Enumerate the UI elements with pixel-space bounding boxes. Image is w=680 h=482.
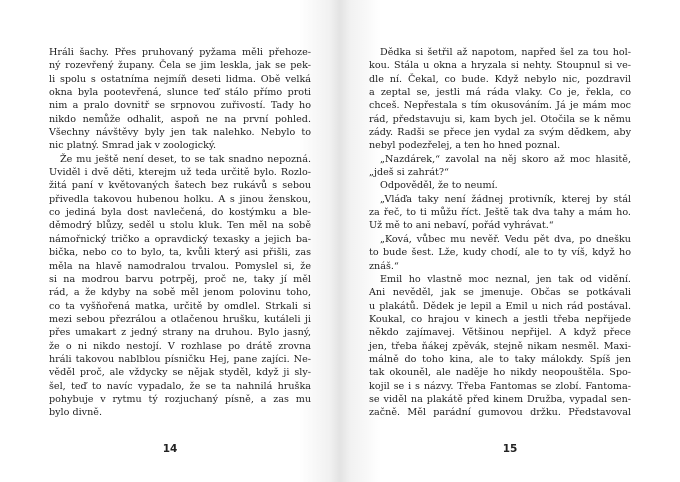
- text-line: nebyl podezřelej, a ten ho hned poznal.: [369, 140, 561, 152]
- text-line: kojil se i s názvy. Třeba Fantomas se zlobí. Fantoma-: [369, 380, 631, 392]
- text-line: Emil ho vlastně moc neznal, jen tak od vidění.: [380, 273, 631, 285]
- text-line: Uviděl i dvě děti, kterejm už teda určitě bylo. Rozlo-: [49, 167, 311, 179]
- text-line: málně do toho kina, ale to taky málokdy. Spíš jen: [369, 353, 631, 365]
- text-line: okna byla pootevřená, slunce teď stálo přímo proti: [49, 87, 311, 99]
- text-line: „Nazdárek,“ zavolal na něj skoro až moc hlasitě,: [380, 153, 631, 165]
- text-line: Hráli šachy. Přes pruhovaný pyžama měli přehoze-: [49, 47, 311, 58]
- text-line: jen, třeba ňákej zpěvák, stejně nikam nesměl. Maxi-: [369, 340, 631, 352]
- text-line: nic platný. Smrad jak v zoologický.: [49, 140, 217, 152]
- text-line: chceš. Nepřestala s tím okusováním. Já je mám moc: [369, 100, 631, 112]
- right-page: [340, 0, 680, 482]
- text-line: šel, teď to navíc vypadalo, že se ta nahnilá hruška: [49, 380, 311, 392]
- text-line: rád, představuju si, kam bych jel. Otočila se k němu: [369, 113, 631, 125]
- text-line: bička, nebo co to bylo, ta, kvůli který asi přišli, zas: [49, 247, 311, 259]
- text-line: Dědka si šetřil až napotom, napřed šel za tou hol-: [380, 47, 631, 58]
- left-page-text: [49, 46, 311, 420]
- text-line: tak okouněl, ale naděje ho nikdy neopouštěla. Spo-: [369, 367, 631, 379]
- text-line: věděl proč, ale vždycky se nějak styděl, když ji sly-: [49, 367, 311, 379]
- text-line: Ani nevěděl, jak se jmenuje. Občas se potkávali: [369, 287, 631, 299]
- page-number-right: 15: [502, 443, 518, 455]
- text-line: pohybuje v rytmu tý rozjuchaný písně, a zas mu: [49, 393, 311, 405]
- page-number-left: 14: [162, 443, 178, 455]
- text-line: měla na hlavě namodralou trvalou. Pomyslel si, že: [49, 260, 311, 272]
- text-line: hráli takovou nablblou písničku Hej, pane zajíci. Ne-: [49, 353, 311, 365]
- text-line: Odpověděl, že to neumí.: [380, 180, 498, 192]
- text-line: Všechny návštěvy byly jen tak nalehko. Nebylo to: [49, 127, 311, 139]
- text-line: za řeč, to ti můžu říct. Ještě tak dva tahy a mám ho.: [369, 207, 631, 219]
- text-line: Už mě to ani nebaví, pořád vyhrávat.“: [369, 220, 554, 232]
- text-line: se viděl na plakátě před kinem Družba, vypadal sen-: [369, 393, 631, 405]
- text-line: nim a pralo dovnitř se srpnovou zuřivostí. Tady ho: [49, 100, 311, 112]
- text-line: přivedla takovou hubenou holku. A s jinou ženskou,: [49, 193, 311, 205]
- text-line: Koukal, co hrajou v kinech a jestli třeba nepřijede: [369, 313, 631, 325]
- text-line: rád, a že kdyby na sobě měl jenom polovinu toho,: [49, 287, 311, 299]
- text-line: znáš.“: [369, 260, 399, 272]
- text-line: bylo divně.: [49, 407, 102, 419]
- text-line: mezi sebou přezrálou a otlačenou hrušku, kutáleli ji: [49, 313, 311, 325]
- text-line: žitá paní v květovaných šatech bez rukávů s sebou: [49, 180, 311, 192]
- text-line: a zeptal se, jestli má ráda vlaky. Co je, řekla, co: [369, 87, 631, 99]
- text-line: co jediná byla dost navlečená, do kostýmku a ble-: [49, 207, 311, 219]
- right-page-text: [369, 46, 631, 420]
- text-line: si na modrou barvu potrpěj, proč ne, taky jí měl: [49, 273, 311, 285]
- text-line: začně. Měl parádní gumovou držku. Představoval: [369, 407, 631, 419]
- text-line: „jdeš si zahrát?“: [369, 167, 449, 179]
- text-line: u plakátů. Dědek je lepil a Emil u nich rád postával.: [369, 300, 631, 312]
- text-line: li spolu s ostatníma nejmíň deseti lidma. Obě velká: [49, 73, 311, 85]
- text-line: námořnický tričko a opravdický texasky a jejich ba-: [49, 233, 311, 245]
- text-line: Že mu ještě není deset, to se tak snadno nepozná.: [60, 153, 311, 165]
- text-line: kou. Stála u okna a hryzala si nehty. Stoupnul si ve-: [369, 60, 631, 72]
- text-line: „Vláďa taky není žádnej protivník, kterej by stál: [380, 193, 631, 205]
- text-line: ný rozevřený župany. Čela se jim leskla, jak se pek-: [49, 60, 311, 72]
- text-line: co ta vyšňořená matka, určitě by omdlel. Strkali si: [49, 300, 311, 312]
- text-line: nikdo nemůže odhalit, aspoň ne na první pohled.: [49, 113, 311, 125]
- text-line: dle ní. Čekal, co bude. Když nebylo nic, pozdravil: [369, 73, 631, 85]
- text-line: děmodrý blůzy, seděl u stolu kluk. Ten měl na sobě: [49, 220, 311, 232]
- text-line: přes umakart z jedný strany na druhou. Bylo jasný,: [49, 327, 311, 339]
- text-line: „Ková, vůbec mu nevěř. Vedu pět dva, po dnešku: [380, 233, 631, 245]
- text-line: zády. Radši se přece jen vydal za svým dědkem, aby: [369, 127, 631, 139]
- text-line: to bude šest. Lže, kudy chodí, ale to ty víš, když ho: [369, 247, 631, 259]
- text-line: že o ni nikdo nestojí. V rozhlase po drátě zrovna: [49, 340, 311, 352]
- text-line: někdo zajímavej. Většinou nepřijel. A když přece: [369, 327, 631, 339]
